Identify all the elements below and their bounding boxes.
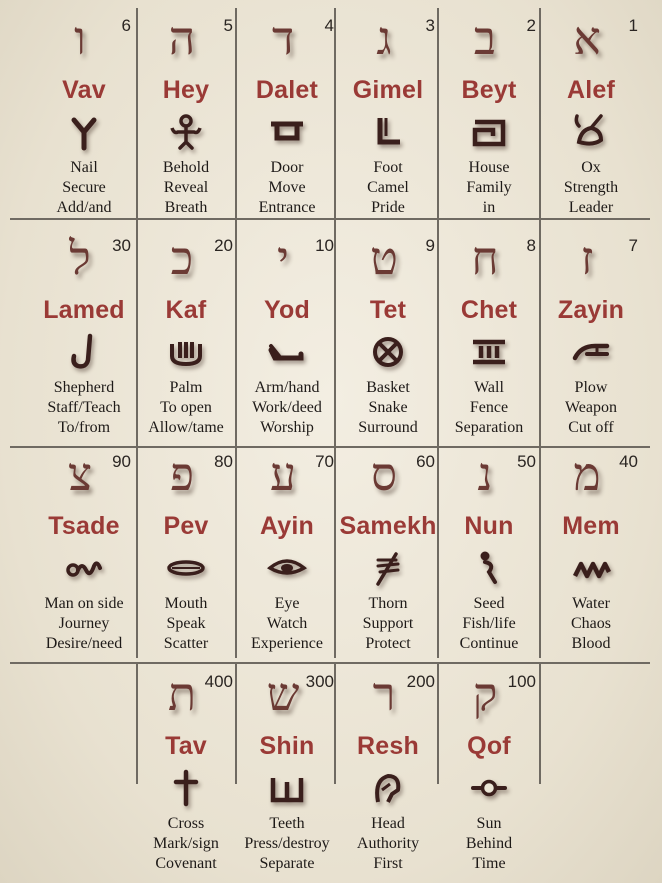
meaning-line: Entrance <box>258 199 316 216</box>
letter-number: 50 <box>517 452 536 471</box>
meaning-line: Move <box>268 179 306 196</box>
letter-name: Yod <box>264 296 310 324</box>
meaning-line: Press/destroy <box>244 835 330 852</box>
hebrew-glyph: מ <box>573 447 601 501</box>
meaning-line: Head <box>371 815 405 832</box>
letter-meanings <box>333 594 443 654</box>
meaning-line: Eye <box>274 595 300 612</box>
meaning-line: Scatter <box>163 635 209 652</box>
meaning-line: Fence <box>469 399 509 416</box>
meaning-line: Work/deed <box>252 399 322 416</box>
nail-icon <box>64 112 104 152</box>
hebrew-glyph: ל <box>69 231 91 285</box>
letter-meanings <box>232 378 342 438</box>
hebrew-glyph: כ <box>170 231 194 285</box>
meaning-line: Foot <box>373 159 403 176</box>
letter-meanings <box>131 814 241 874</box>
letter-number: 70 <box>315 452 334 471</box>
letter-cell-samekh <box>337 444 439 650</box>
letter-number: 30 <box>112 236 131 255</box>
meaning-line: Watch <box>266 615 308 632</box>
meaning-line: Snake <box>368 399 408 416</box>
letter-number: 6 <box>121 16 131 35</box>
letter-meanings <box>232 594 342 654</box>
arm-hand-icon <box>267 332 307 372</box>
meaning-line: Behind <box>465 835 513 852</box>
letter-number: 400 <box>204 672 233 691</box>
letter-number: 4 <box>324 16 334 35</box>
letter-cell-lamed <box>33 228 135 434</box>
letter-meanings <box>536 378 646 438</box>
shepherd-staff-icon <box>64 332 104 372</box>
meaning-line: Door <box>270 159 304 176</box>
letter-meanings <box>131 378 241 438</box>
meaning-line: Palm <box>169 379 203 396</box>
meaning-line: Thorn <box>368 595 408 612</box>
row-divider <box>10 218 650 220</box>
letter-name: Vav <box>62 76 106 104</box>
meaning-line: Fish/life <box>462 615 516 632</box>
meaning-line: Ox <box>581 159 601 176</box>
letter-name: Alef <box>566 76 616 104</box>
sun-horizon-icon <box>469 768 509 808</box>
letter-number: 20 <box>214 236 233 255</box>
meaning-line: To/from <box>57 419 111 436</box>
letter-name: Samekh <box>339 512 437 540</box>
mouth-icon <box>166 548 206 588</box>
letter-name: Ayin <box>259 512 315 540</box>
hebrew-glyph: ג <box>376 11 392 65</box>
letter-meanings <box>232 814 342 874</box>
letter-name: Tet <box>369 296 407 324</box>
meaning-line: Secure <box>62 179 106 196</box>
meaning-line: Reveal <box>163 179 209 196</box>
letter-meanings <box>333 158 443 218</box>
meaning-line: House <box>468 159 510 176</box>
letter-meanings <box>29 378 139 438</box>
meaning-line: Plow <box>574 379 608 396</box>
foot-icon <box>368 112 408 152</box>
meaning-line: Time <box>472 855 506 872</box>
letter-cell-yod <box>236 228 338 434</box>
letter-name: Qof <box>467 732 511 760</box>
letter-cell-vav <box>33 8 135 214</box>
letter-name: Zayin <box>557 296 625 324</box>
letter-meanings <box>434 378 544 438</box>
man-arms-raised-icon <box>166 112 206 152</box>
letter-name: Hey <box>162 76 210 104</box>
hebrew-glyph: נ <box>477 447 493 501</box>
letter-name: Chet <box>460 296 518 324</box>
meaning-line: Add/and <box>56 199 112 216</box>
letter-meanings <box>131 594 241 654</box>
palm-icon <box>166 332 206 372</box>
meaning-line: Shepherd <box>53 379 115 396</box>
letter-cell-kaf <box>135 228 237 434</box>
plow-icon <box>571 332 611 372</box>
meaning-line: Chaos <box>571 615 611 632</box>
door-icon <box>267 112 307 152</box>
meaning-line: Weapon <box>564 399 618 416</box>
meaning-line: Experience <box>251 635 323 652</box>
meaning-line: Allow/tame <box>148 419 224 436</box>
meaning-line: Worship <box>260 419 314 436</box>
man-on-side-icon <box>64 548 104 588</box>
meaning-line: Pride <box>371 199 405 216</box>
letter-number: 7 <box>628 236 638 255</box>
hebrew-glyph: ע <box>269 447 297 501</box>
letter-meanings <box>536 594 646 654</box>
letter-meanings <box>29 158 139 218</box>
meaning-line: Camel <box>367 179 409 196</box>
letter-cell-tav <box>135 664 237 870</box>
letter-meanings <box>333 378 443 438</box>
meaning-line: Continue <box>459 635 519 652</box>
letter-meanings <box>131 158 241 218</box>
house-icon <box>469 112 509 152</box>
meaning-line: Protect <box>365 635 411 652</box>
letter-number: 10 <box>315 236 334 255</box>
letter-number: 60 <box>416 452 435 471</box>
meaning-line: Speak <box>166 615 206 632</box>
hebrew-glyph: ט <box>370 231 398 285</box>
meaning-line: Staff/Teach <box>47 399 121 416</box>
meaning-line: Separation <box>454 419 524 436</box>
letter-name: Lamed <box>43 296 125 324</box>
meaning-line: Mouth <box>164 595 208 612</box>
meaning-line: Support <box>362 615 414 632</box>
letter-cell-alef <box>540 8 642 214</box>
meaning-line: Covenant <box>155 855 217 872</box>
meaning-line: Water <box>572 595 610 612</box>
hebrew-glyph: ב <box>473 11 497 65</box>
letter-cell-zayin <box>540 228 642 434</box>
letter-name: Mem <box>562 512 620 540</box>
letter-number: 3 <box>425 16 435 35</box>
letter-meanings <box>333 814 443 874</box>
hebrew-glyph: ש <box>266 667 300 721</box>
hebrew-glyph: ק <box>472 667 498 721</box>
letter-number: 5 <box>223 16 233 35</box>
letter-number: 8 <box>526 236 536 255</box>
letter-cell-ayin <box>236 444 338 650</box>
meaning-line: To open <box>160 399 212 416</box>
hebrew-glyph: ת <box>167 667 197 721</box>
letter-name: Pev <box>163 512 209 540</box>
hebrew-glyph: י <box>276 231 290 285</box>
letter-number: 100 <box>507 672 536 691</box>
letter-name: Resh <box>357 732 419 760</box>
meaning-line: Separate <box>259 855 315 872</box>
hebrew-glyph: ז <box>580 231 594 285</box>
letter-name: Shin <box>259 732 315 760</box>
meaning-line: Journey <box>58 615 110 632</box>
ox-head-icon <box>571 112 611 152</box>
letter-cell-gimel <box>337 8 439 214</box>
meaning-line: Family <box>466 179 512 196</box>
letter-meanings <box>232 158 342 218</box>
letter-meanings <box>434 594 544 654</box>
meaning-line: Mark/sign <box>153 835 219 852</box>
letter-number: 90 <box>112 452 131 471</box>
hebrew-glyph: ה <box>168 11 196 65</box>
letter-cell-dalet <box>236 8 338 214</box>
meaning-line: Authority <box>356 835 420 852</box>
hebrew-glyph: ר <box>372 667 396 721</box>
letter-name: Kaf <box>165 296 207 324</box>
meaning-line: Nail <box>70 159 98 176</box>
water-icon <box>571 548 611 588</box>
letter-cell-hey <box>135 8 237 214</box>
hebrew-glyph: ס <box>370 447 398 501</box>
meaning-line: Seed <box>473 595 505 612</box>
letter-cell-qof <box>438 664 540 870</box>
teeth-icon <box>267 768 307 808</box>
letter-name: Nun <box>464 512 514 540</box>
letter-number: 2 <box>526 16 536 35</box>
letter-cell-tsade <box>33 444 135 650</box>
meaning-line: Man on side <box>44 595 124 612</box>
eye-icon <box>267 548 307 588</box>
letter-number: 9 <box>425 236 435 255</box>
hebrew-glyph: פ <box>169 447 195 501</box>
letter-number: 40 <box>619 452 638 471</box>
cross-icon <box>166 768 206 808</box>
letter-meanings <box>29 594 139 654</box>
meaning-line: Breath <box>164 199 208 216</box>
hebrew-glyph: ח <box>471 231 499 285</box>
letter-cell-pev <box>135 444 237 650</box>
thorn-icon <box>368 548 408 588</box>
seed-icon <box>469 548 509 588</box>
letter-cell-nun <box>438 444 540 650</box>
meaning-line: Cut off <box>568 419 614 436</box>
meaning-line: First <box>373 855 403 872</box>
letter-name: Dalet <box>255 76 319 104</box>
meaning-line: Wall <box>474 379 504 396</box>
basket-icon <box>368 332 408 372</box>
meaning-line: Cross <box>167 815 205 832</box>
meaning-line: Blood <box>571 635 611 652</box>
letter-cell-resh <box>337 664 439 870</box>
meaning-line: Behold <box>162 159 210 176</box>
letter-number: 1 <box>628 16 638 35</box>
letter-name: Gimel <box>352 76 424 104</box>
meaning-line: Arm/hand <box>254 379 320 396</box>
letter-cell-beyt <box>438 8 540 214</box>
letter-name: Tav <box>165 732 207 760</box>
letter-number: 80 <box>214 452 233 471</box>
letter-cell-chet <box>438 228 540 434</box>
hebrew-glyph: א <box>573 11 601 65</box>
meaning-line: Strength <box>563 179 619 196</box>
letter-number: 300 <box>305 672 334 691</box>
meaning-line: Desire/need <box>45 635 123 652</box>
meaning-line: Teeth <box>269 815 305 832</box>
letter-name: Tsade <box>48 512 120 540</box>
wall-icon <box>469 332 509 372</box>
head-icon <box>368 768 408 808</box>
meaning-line: in <box>482 199 496 216</box>
letter-name: Beyt <box>461 76 517 104</box>
meaning-line: Sun <box>476 815 502 832</box>
hebrew-glyph: ו <box>74 11 86 65</box>
letter-cell-tet <box>337 228 439 434</box>
meaning-line: Basket <box>366 379 410 396</box>
hebrew-glyph: צ <box>67 447 93 501</box>
letter-cell-mem <box>540 444 642 650</box>
letter-meanings <box>434 158 544 218</box>
letter-meanings <box>536 158 646 218</box>
letter-number: 200 <box>406 672 435 691</box>
letter-meanings <box>434 814 544 874</box>
meaning-line: Surround <box>358 419 418 436</box>
meaning-line: Leader <box>568 199 614 216</box>
letter-cell-shin <box>236 664 338 870</box>
hebrew-glyph: ד <box>271 11 295 65</box>
